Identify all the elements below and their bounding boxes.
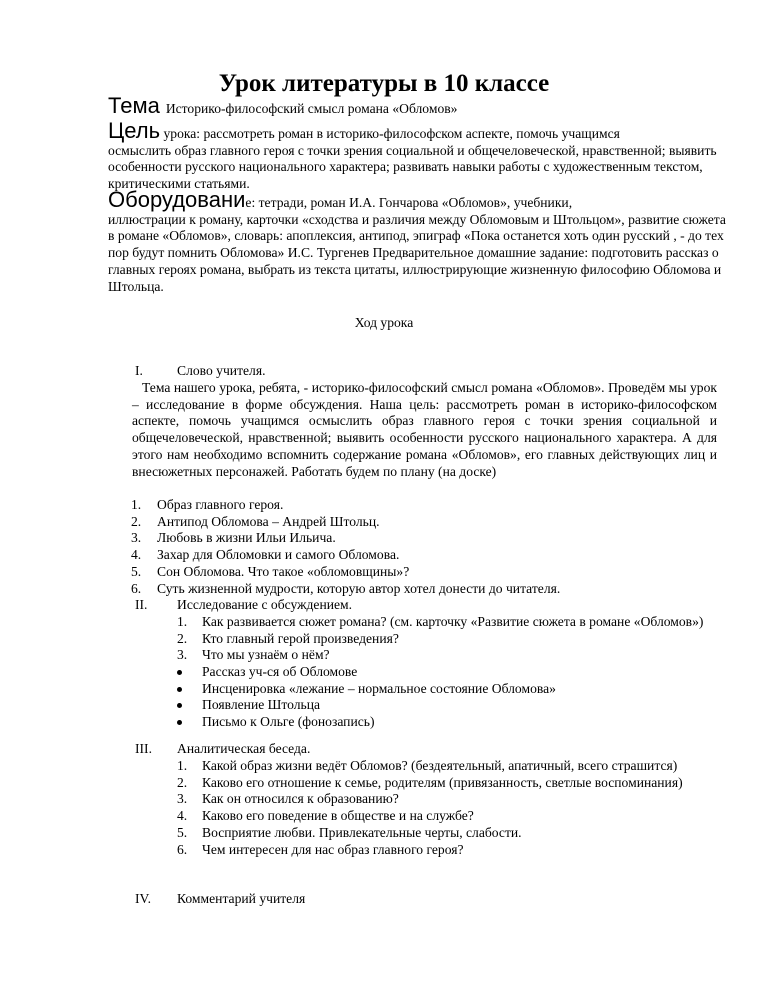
analysis-question-list — [177, 758, 714, 858]
section-numeral: III. — [135, 741, 152, 756]
section-title: Комментарий учителя — [177, 891, 306, 906]
list-item: 4. Каково его поведение в обществе и на службе? — [177, 808, 474, 824]
topic-text: Историко-философский смысл романа «Обломов» — [165, 101, 458, 116]
section-title: Исследование с обсуждением. — [177, 597, 353, 612]
equipment-block — [108, 187, 728, 295]
page-title: Урок литературы в 10 классе — [218, 70, 550, 97]
list-item: 3. Любовь в жизни Ильи Ильича. — [131, 530, 336, 546]
list-item: 2. Антипод Обломова – Андрей Штольц. — [131, 513, 380, 529]
section-numeral: IV. — [135, 891, 151, 906]
goal-block — [108, 118, 728, 193]
bullet-icon — [177, 703, 182, 708]
goal-label: Цель — [108, 118, 161, 143]
research-question-list — [177, 614, 714, 664]
teacher-intro-paragraph: Тема нашего урока, ребята, - историко-философский смысл романа «Обломов». Проведём мы урок – исследование в форме обсуждения. Наша цель: рассмотреть роман в историко-философском аспекте, помочь учащимся осмыслить образ главного героя с точки зрения социальной и общечеловеческой, нравственной; выявить особенности русского национального характера. А для этого нам необходимо вспомнить содержание романа «Обломов», его главных действующих лиц и внесюжетных персонажей. Работать будем по плану (на доске) — [132, 380, 717, 479]
equipment-label: Оборудовани — [108, 187, 246, 212]
topic-line — [108, 93, 728, 118]
list-item: 1. Образ главного героя. — [131, 497, 284, 512]
section-numeral: I. — [135, 363, 143, 378]
goal-first-line: урока: рассмотреть роман в историко-философском аспекте, помочь учащимся — [160, 126, 620, 141]
list-item: Рассказ уч-ся об Обломове — [177, 664, 714, 681]
list-item: 5. Сон Обломова. Что такое «обломовщины»? — [131, 563, 410, 579]
section-title: Слово учителя. — [177, 363, 266, 378]
list-item: 5. Восприятие любви. Привлекательные черты, слабости. — [177, 824, 522, 840]
goal-text: осмыслить образ главного героя с точки зрения социальной и общечеловеческой, нравственной; выявить особенности русского национального характера; развивать навыки работы с художественным текстом, критическими статьями. — [108, 142, 717, 192]
lesson-progress-heading: Ход урока — [354, 315, 414, 330]
list-item: 6. Суть жизненной мудрости, которую автор хотел донести до читателя. — [131, 580, 561, 596]
list-item: 2. Кто главный герой произведения? — [177, 630, 399, 646]
list-item: 6. Чем интересен для нас образ главного героя? — [177, 841, 464, 857]
bullet-icon — [177, 720, 182, 725]
section-title: Аналитическая беседа. — [177, 741, 311, 756]
activity-bullet-list — [177, 664, 714, 731]
list-item: Письмо к Ольге (фонозапись) — [177, 714, 714, 731]
list-item: 3. Что мы узнаём о нём? — [177, 647, 330, 663]
list-item: Появление Штольца — [177, 697, 714, 714]
topic-label: Тема — [108, 93, 160, 118]
equipment-first-line: е: тетради, роман И.А. Гончарова «Обломов», учебники, — [245, 195, 573, 210]
list-item: Инсценировка «лежание – нормальное состояние Обломова» — [177, 681, 714, 698]
list-item: 1. Какой образ жизни ведёт Обломов? (бездеятельный, апатичный, всего страшится) — [177, 758, 678, 773]
lesson-plan-list — [131, 497, 721, 597]
section-numeral: II. — [135, 597, 148, 612]
list-item: 4. Захар для Обломовки и самого Обломова. — [131, 547, 400, 563]
equipment-text: иллюстрации к роману, карточки «сходства и различия между Обломовым и Штольцом», развитие сюжета в романе «Обломов», словарь: апоплексия, антипод, эпиграф «Пока останется хоть один русский , - до тех пор будут помнить Обломова» И.С. Тургенев Предварительное домашние задание: подготовить рассказ о главных героях романа, выбрать из текста цитаты, иллюстрирующие жизненную философию Обломова и Штольца. — [108, 211, 726, 294]
list-item: 1. Как развивается сюжет романа? (см. карточку «Развитие сюжета в романе «Обломов») — [177, 614, 704, 629]
bullet-icon — [177, 687, 182, 692]
bullet-icon — [177, 670, 182, 675]
list-item: 3. Как он относился к образованию? — [177, 791, 399, 807]
list-item: 2. Каково его отношение к семье, родителям (привязанность, светлые воспоминания) — [177, 774, 683, 790]
